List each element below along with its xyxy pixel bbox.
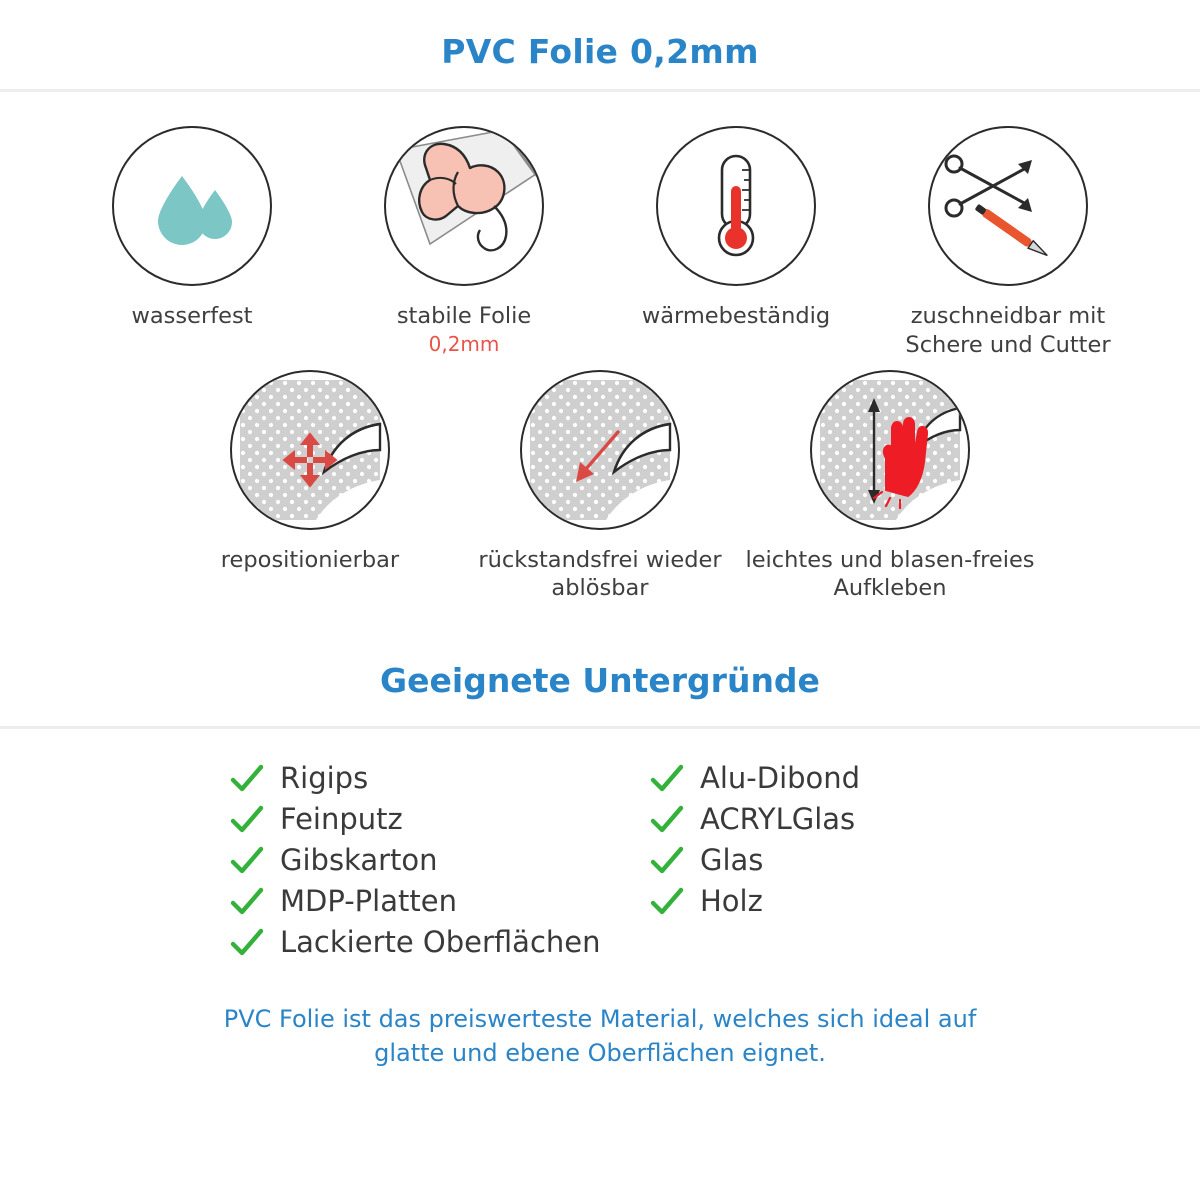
- feature-label: stabile Folie: [396, 303, 532, 329]
- title-divider: [0, 89, 1200, 92]
- check-icon: [650, 764, 684, 794]
- feature-label: repositionierbar: [220, 546, 400, 573]
- list-item: [650, 883, 980, 918]
- thermometer-icon: [656, 126, 816, 286]
- feature-label: wasserfest: [131, 303, 253, 329]
- footer-line-2: glatte und ebene Oberflächen eignet.: [374, 1039, 826, 1068]
- list-item-label: Rigips: [280, 761, 369, 796]
- check-icon: [650, 805, 684, 835]
- feature-label: rückstandsfrei wieder ablösbar: [478, 546, 722, 602]
- feature-label: leichtes und blasen-freies Aufkleben: [745, 546, 1035, 602]
- list-item-label: Feinputz: [280, 802, 403, 837]
- feature-sublabel: 0,2mm: [428, 331, 500, 356]
- list-item: [650, 842, 980, 877]
- footer-note: [0, 1002, 1200, 1072]
- water-drops-icon: [112, 126, 272, 286]
- hand-smoothing-icon: [810, 370, 970, 530]
- feature-label: zuschneidbar mit Schere und Cutter: [905, 303, 1111, 358]
- substrates-column-left: [230, 763, 650, 967]
- check-icon: [230, 846, 264, 876]
- footer-line-1: PVC Folie ist das preiswerteste Material, welches sich ideal auf: [223, 1004, 977, 1033]
- list-item-label: ACRYLGlas: [700, 802, 856, 837]
- list-item: [230, 883, 650, 918]
- check-icon: [230, 764, 264, 794]
- feature-repositionierbar: [165, 370, 455, 575]
- check-icon: [230, 928, 264, 958]
- check-icon: [650, 846, 684, 876]
- feature-zuschneidbar: [872, 126, 1144, 360]
- substrates-column-right: [650, 763, 980, 967]
- feature-rueckstandsfrei: [455, 370, 745, 604]
- list-item-label: Alu-Dibond: [700, 761, 861, 796]
- header: [0, 0, 1200, 89]
- features-section: [0, 126, 1200, 603]
- check-icon: [230, 805, 264, 835]
- list-item: [230, 924, 650, 959]
- list-item: [230, 842, 650, 877]
- section-title-untergruende: Geeignete Untergründe: [380, 661, 820, 701]
- peel-off-arrow-icon: [520, 370, 680, 530]
- substrates-list: [0, 763, 1200, 967]
- list-item-label: Lackierte Oberflächen: [280, 924, 601, 959]
- features-row-2: [28, 370, 1172, 604]
- list-item: [650, 804, 980, 836]
- feature-stabile-folie: [328, 126, 600, 357]
- section-divider: [0, 726, 1200, 729]
- features-row-1: [28, 126, 1172, 360]
- feature-wasserfest: [56, 126, 328, 331]
- feature-aufkleben: [745, 370, 1035, 604]
- list-item-label: Glas: [700, 842, 764, 877]
- page-title: PVC Folie 0,2mm: [441, 32, 759, 71]
- feature-waermebestaendig: [600, 126, 872, 331]
- reposition-arrows-icon: [230, 370, 390, 530]
- list-item: [650, 763, 980, 795]
- list-item-label: Gibskarton: [280, 842, 438, 877]
- feature-label: wärmebeständig: [641, 303, 831, 329]
- list-item: [230, 804, 650, 836]
- flexing-arm-icon: [384, 126, 544, 286]
- list-item-label: Holz: [700, 883, 763, 918]
- check-icon: [230, 887, 264, 917]
- scissors-cutter-icon: [928, 126, 1088, 286]
- list-item: [230, 763, 650, 795]
- list-item-label: MDP-Platten: [280, 883, 457, 918]
- check-icon: [650, 887, 684, 917]
